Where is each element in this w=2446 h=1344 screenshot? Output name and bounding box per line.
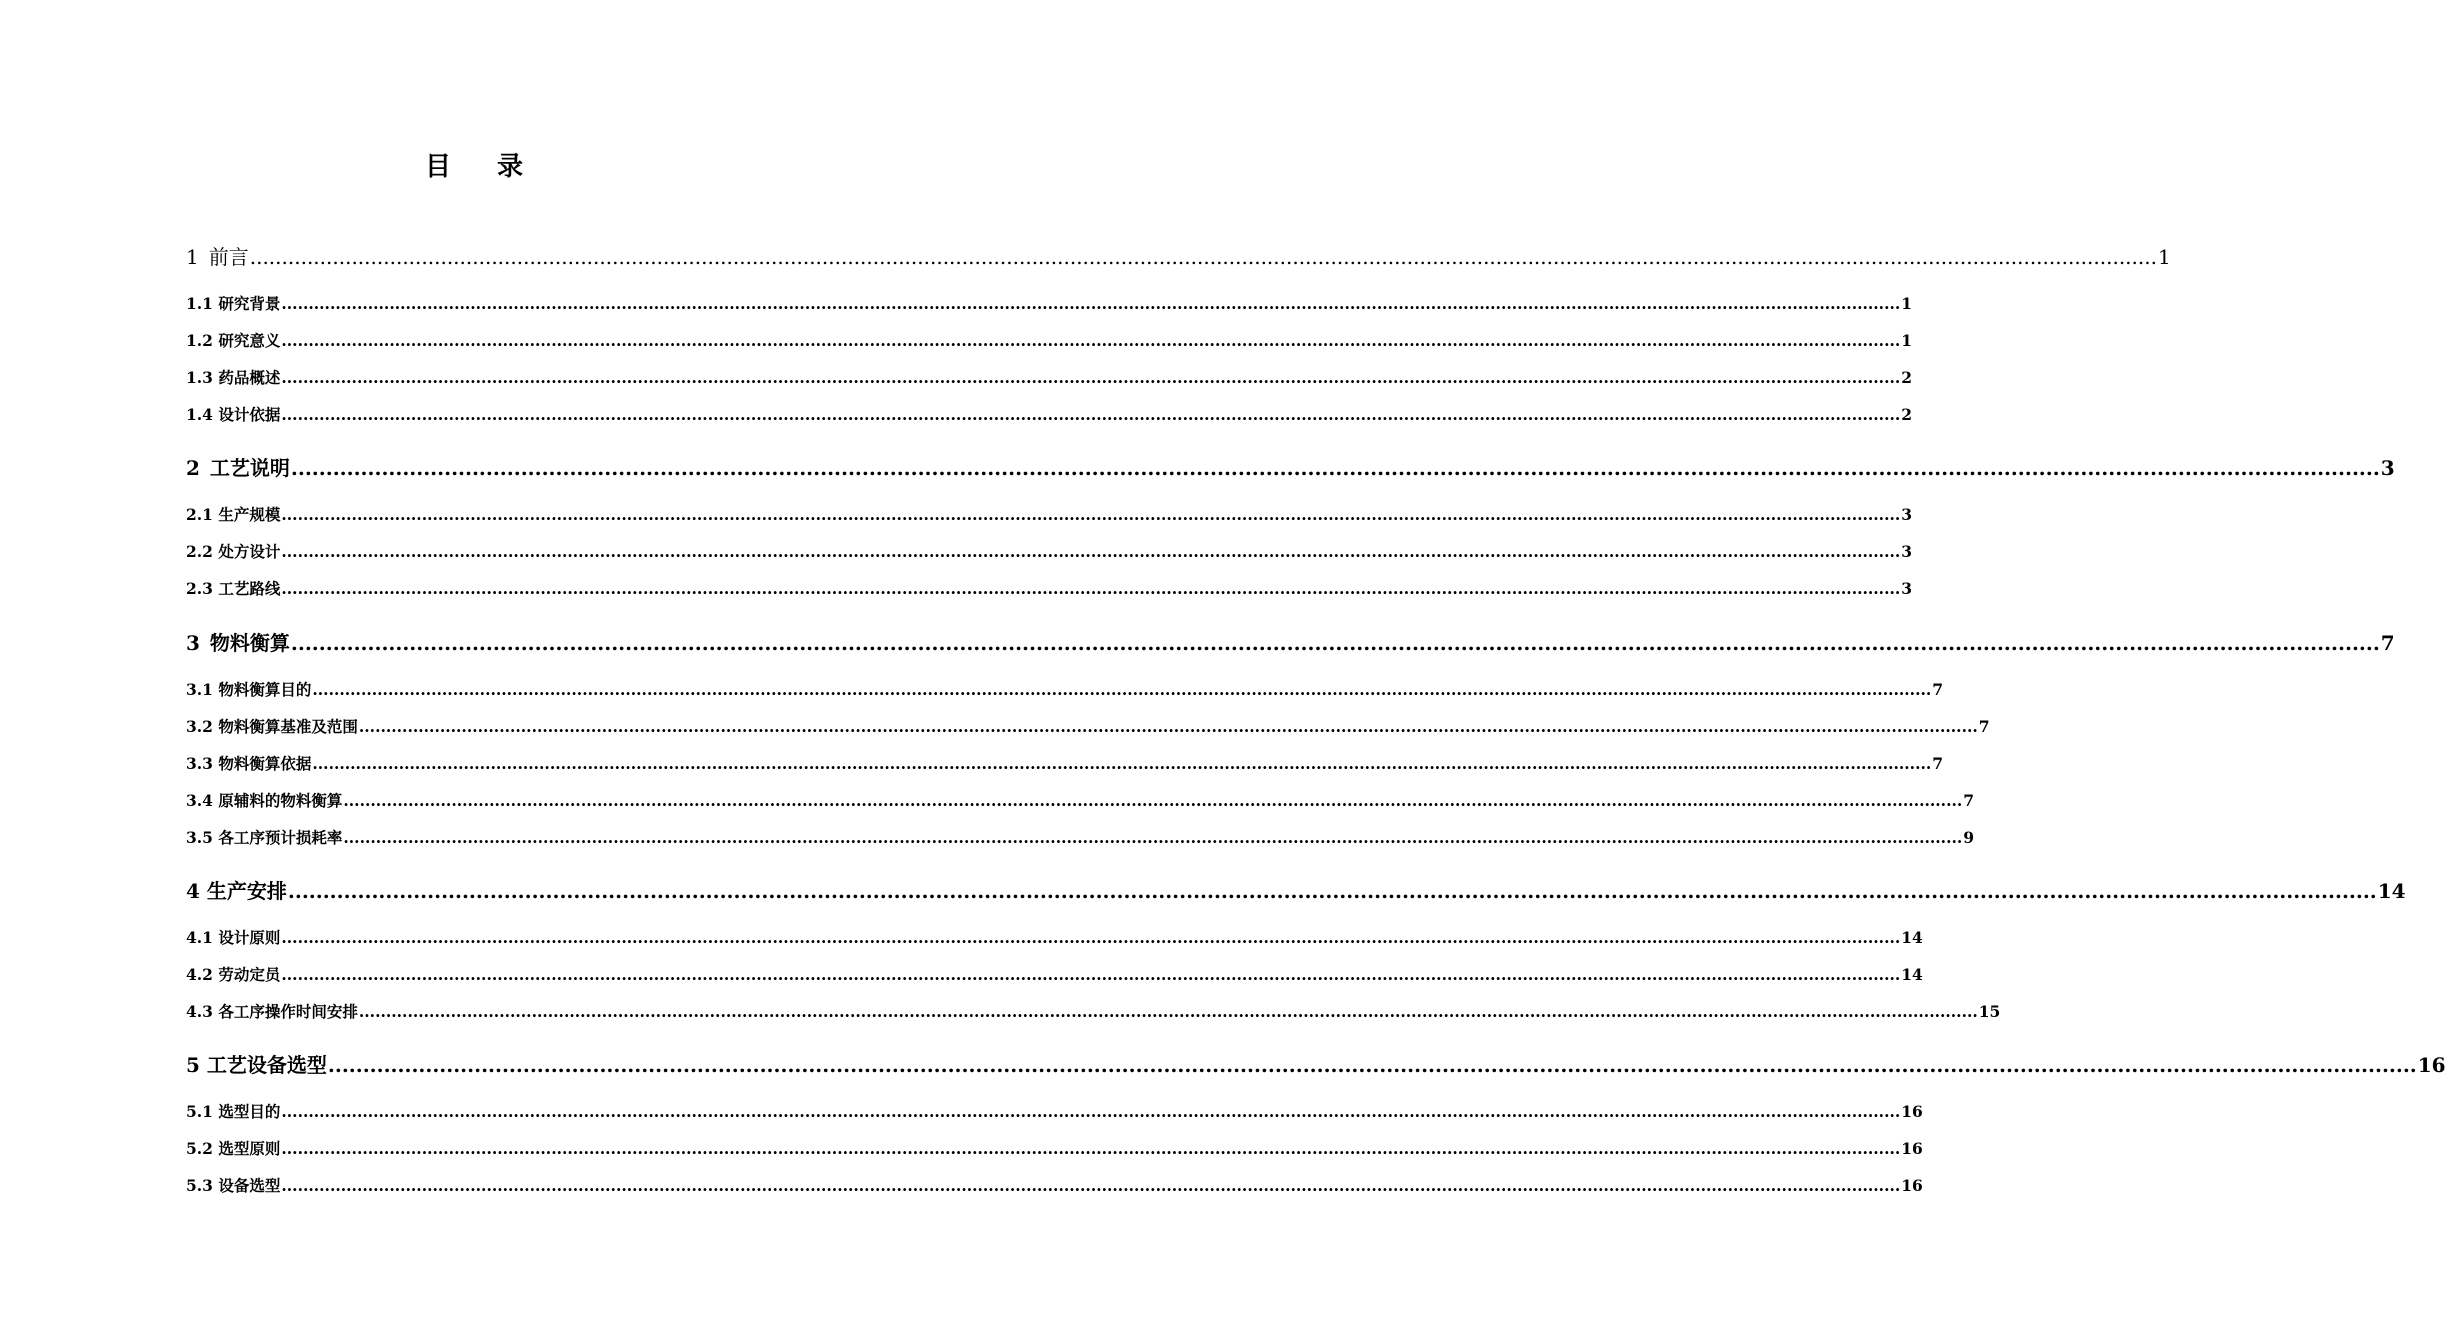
toc-entry-page-number: 14 xyxy=(1901,928,1923,947)
dot-leader: ............................................................................................................................................................................................................................................................................................................ xyxy=(281,579,1901,598)
toc-entry-label xyxy=(186,540,280,562)
toc-entry-label xyxy=(186,752,311,774)
dot-leader: ............................................................................................................................................................................................................................................................................................................ xyxy=(281,368,1901,387)
toc-entry-label xyxy=(186,926,280,948)
toc-entry-title: 前言 xyxy=(208,245,249,269)
toc-entry-title: 处方设计 xyxy=(218,542,281,561)
toc-entry-page-number: 3 xyxy=(2380,456,2395,480)
dot-leader: ............................................................................................................................................................................................................................................................................................................ xyxy=(358,1002,1978,1021)
toc-entry-page-number: 16 xyxy=(1901,1139,1923,1158)
toc-entry[interactable] xyxy=(186,577,1913,601)
toc-entry[interactable] xyxy=(186,403,1913,427)
toc-entry[interactable] xyxy=(186,875,2406,905)
toc-entry-label xyxy=(186,789,342,811)
toc-entry[interactable] xyxy=(186,715,1990,739)
toc-entry-label xyxy=(186,241,249,270)
toc-entry-page-number: 14 xyxy=(1901,965,1923,984)
toc-entry-number: 1.1 xyxy=(186,294,213,313)
toc-entry-label xyxy=(186,503,280,525)
toc-entry-number: 5.3 xyxy=(186,1176,213,1195)
dot-leader: ............................................................................................................................................................................................................................................................................................................ xyxy=(281,965,1901,984)
toc-entry[interactable] xyxy=(186,503,1913,527)
dot-leader: ............................................................................................................................................................................................................................................................................................................ xyxy=(281,928,1901,947)
toc-entry-number: 2.1 xyxy=(186,505,213,524)
toc-entry-page-number: 16 xyxy=(1901,1102,1923,1121)
toc-entry-label xyxy=(186,403,280,425)
toc-entry-label xyxy=(186,366,280,388)
toc-entry-label xyxy=(186,452,290,481)
toc-entry-title: 设备选型 xyxy=(218,1176,281,1195)
toc-entry-title: 物料衡算基准及范围 xyxy=(218,717,358,736)
toc-entry-label xyxy=(186,715,358,737)
toc-entry[interactable] xyxy=(186,627,2395,657)
toc-entry[interactable] xyxy=(186,1000,2001,1024)
toc-entry-title: 工艺设备选型 xyxy=(206,1053,327,1077)
toc-entry-page-number: 7 xyxy=(1932,680,1944,699)
dot-leader: ............................................................................................................................................................................................................................................................................................................ xyxy=(312,754,1932,773)
toc-entry-title: 选型原则 xyxy=(218,1139,281,1158)
toc-entry-number: 4.2 xyxy=(186,965,213,984)
toc-entry-number: 2.2 xyxy=(186,542,213,561)
toc-entry-page-number: 3 xyxy=(1901,542,1913,561)
toc-entry-number: 3.3 xyxy=(186,754,213,773)
toc-entry-title: 物料衡算依据 xyxy=(218,754,312,773)
dot-leader: ............................................................................................................................................................................................................................................................................................................ xyxy=(281,405,1901,424)
toc-entry[interactable] xyxy=(186,826,1975,850)
toc-entry-page-number: 1 xyxy=(1901,294,1913,313)
toc-entry[interactable] xyxy=(186,926,1923,950)
toc-entry-number: 5 xyxy=(186,1053,200,1077)
toc-entry-title: 选型目的 xyxy=(218,1102,281,1121)
toc-entry-number: 3.1 xyxy=(186,680,213,699)
dot-leader: ............................................................................................................................................................................................................................................................................................................ xyxy=(281,1176,1901,1195)
dot-leader: ............................................................................................................................................................................................................................................................................................................ xyxy=(249,245,2157,269)
toc-entry-label xyxy=(186,577,280,599)
dot-leader: ............................................................................................................................................................................................................................................................................................................ xyxy=(290,456,2380,480)
dot-leader: ............................................................................................................................................................................................................................................................................................................ xyxy=(281,505,1901,524)
toc-entry-page-number: 2 xyxy=(1901,405,1913,424)
toc-entry-number: 1 xyxy=(186,245,199,269)
toc-entry-number: 1.2 xyxy=(186,331,213,350)
toc-entry-page-number: 16 xyxy=(2417,1053,2446,1077)
toc-entry[interactable] xyxy=(186,366,1913,390)
toc-entry[interactable] xyxy=(186,789,1975,813)
toc-entry-title: 设计依据 xyxy=(218,405,281,424)
toc-entry-title: 工艺说明 xyxy=(209,456,290,480)
dot-leader: ............................................................................................................................................................................................................................................................................................................ xyxy=(358,717,1978,736)
toc-entry-title: 物料衡算 xyxy=(209,631,290,655)
toc-entry-number: 5.2 xyxy=(186,1139,213,1158)
toc-entry-title: 原辅料的物料衡算 xyxy=(218,791,343,810)
toc-entry-page-number: 9 xyxy=(1963,828,1975,847)
toc-entry-number: 1.4 xyxy=(186,405,213,424)
toc-entry-title: 生产规模 xyxy=(218,505,281,524)
toc-entry-number: 4 xyxy=(186,879,200,903)
toc-entry-page-number: 15 xyxy=(1978,1002,2001,1021)
toc-entry[interactable] xyxy=(186,292,1913,316)
toc-entry[interactable] xyxy=(186,678,1944,702)
toc-entry-title: 研究背景 xyxy=(218,294,281,313)
toc-entry-label xyxy=(186,678,311,700)
toc-entry-number: 3.5 xyxy=(186,828,213,847)
dot-leader: ............................................................................................................................................................................................................................................................................................................ xyxy=(281,542,1901,561)
toc-entry-page-number: 1 xyxy=(1901,331,1913,350)
toc-entry-number: 1.3 xyxy=(186,368,213,387)
toc-entry-title: 药品概述 xyxy=(218,368,281,387)
toc-entry-number: 5.1 xyxy=(186,1102,213,1121)
toc-entry-page-number: 7 xyxy=(2380,631,2395,655)
toc-entry-title: 各工序预计损耗率 xyxy=(218,828,343,847)
toc-entry-page-number: 3 xyxy=(1901,505,1913,524)
toc-entry-label xyxy=(186,1000,358,1022)
toc-entry[interactable] xyxy=(186,752,1944,776)
toc-entry-label xyxy=(186,1049,327,1078)
toc-entry-number: 4.3 xyxy=(186,1002,213,1021)
dot-leader: ............................................................................................................................................................................................................................................................................................................ xyxy=(281,1139,1901,1158)
toc-entry-number: 2.3 xyxy=(186,579,213,598)
toc-entry-title: 工艺路线 xyxy=(218,579,281,598)
toc-entry-label xyxy=(186,292,280,314)
toc-entry-title: 各工序操作时间安排 xyxy=(218,1002,358,1021)
toc-entry[interactable] xyxy=(186,540,1913,564)
toc-entry-page-number: 7 xyxy=(1978,717,1990,736)
toc-entry-title: 生产安排 xyxy=(206,879,287,903)
dot-leader: ............................................................................................................................................................................................................................................................................................................ xyxy=(281,1102,1901,1121)
toc-entry-page-number: 7 xyxy=(1932,754,1944,773)
dot-leader: ............................................................................................................................................................................................................................................................................................................ xyxy=(281,294,1901,313)
page-title-right: 录 xyxy=(497,152,526,182)
toc-entry-label xyxy=(186,1174,280,1196)
toc-entry[interactable] xyxy=(186,1049,2446,1079)
toc-entry-page-number: 1 xyxy=(2157,245,2171,269)
dot-leader: ............................................................................................................................................................................................................................................................................................................ xyxy=(343,828,1963,847)
toc-entry-page-number: 2 xyxy=(1901,368,1913,387)
toc-entry-page-number: 7 xyxy=(1963,791,1975,810)
toc-entry-label xyxy=(186,627,290,656)
toc-entry-title: 研究意义 xyxy=(218,331,281,350)
toc-entry-label xyxy=(186,826,342,848)
toc-entry-title: 劳动定员 xyxy=(218,965,281,984)
toc-entry-number: 4.1 xyxy=(186,928,213,947)
toc-entry-page-number: 16 xyxy=(1901,1176,1923,1195)
dot-leader: ............................................................................................................................................................................................................................................................................................................ xyxy=(343,791,1963,810)
toc-entry[interactable] xyxy=(186,1174,1923,1198)
toc-entry-page-number: 3 xyxy=(1901,579,1913,598)
toc-entry[interactable] xyxy=(186,1137,1923,1161)
dot-leader: ............................................................................................................................................................................................................................................................................................................ xyxy=(287,879,2377,903)
toc-entry-label xyxy=(186,963,280,985)
dot-leader: ............................................................................................................................................................................................................................................................................................................ xyxy=(312,680,1932,699)
dot-leader: ............................................................................................................................................................................................................................................................................................................ xyxy=(281,331,1901,350)
toc-entry-label xyxy=(186,1137,280,1159)
dot-leader: ............................................................................................................................................................................................................................................................................................................ xyxy=(327,1053,2417,1077)
table-of-contents xyxy=(186,0,2446,1344)
toc-entry-label xyxy=(186,1100,280,1122)
toc-entry-number: 3.2 xyxy=(186,717,213,736)
toc-entry-number: 3 xyxy=(186,631,200,655)
page-title-left: 目 xyxy=(424,152,453,182)
toc-entry-title: 物料衡算目的 xyxy=(218,680,312,699)
toc-entry[interactable] xyxy=(186,963,1923,987)
toc-entry-label xyxy=(186,875,287,904)
toc-entry-page-number: 14 xyxy=(2377,879,2406,903)
toc-entry-title: 设计原则 xyxy=(218,928,281,947)
toc-entry-number: 3.4 xyxy=(186,791,213,810)
toc-entry-number: 2 xyxy=(186,456,200,480)
dot-leader: ............................................................................................................................................................................................................................................................................................................ xyxy=(290,631,2380,655)
toc-entry-label xyxy=(186,329,280,351)
toc-entry[interactable] xyxy=(186,452,2395,482)
toc-entry[interactable] xyxy=(186,241,2171,271)
toc-entry[interactable] xyxy=(186,1100,1923,1124)
toc-entry[interactable] xyxy=(186,329,1913,353)
